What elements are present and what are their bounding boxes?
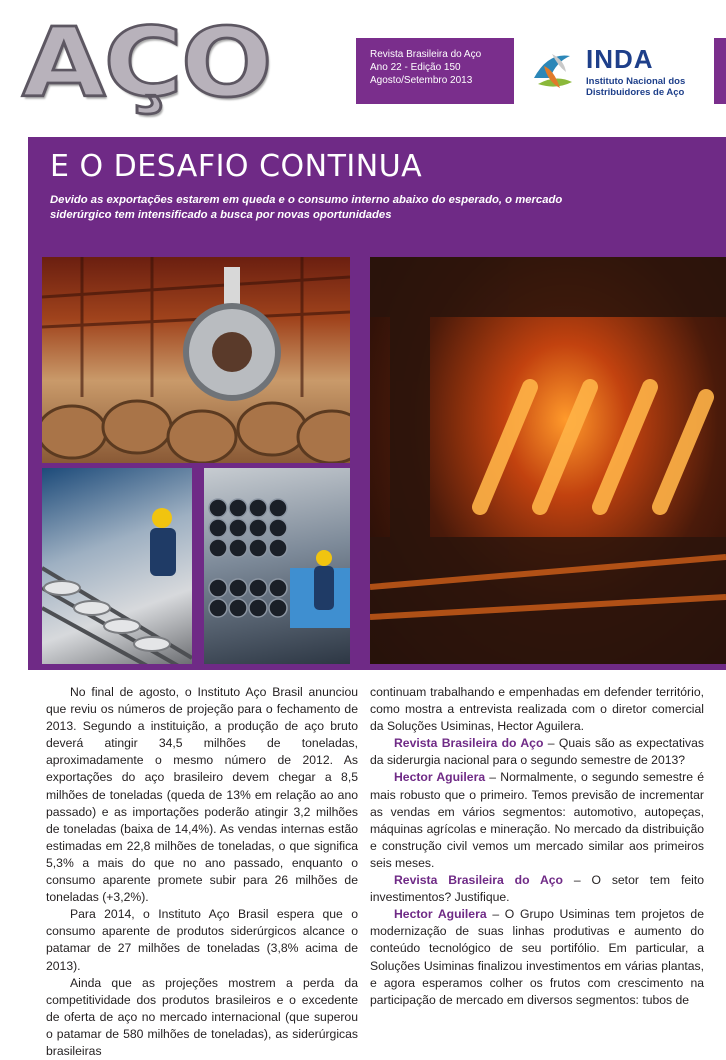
speaker-label: Hector Aguilera	[394, 770, 486, 785]
publisher-subtitle: Instituto Nacional dos Distribuidores de Aço	[586, 76, 686, 98]
logo-wordmark: AÇO	[22, 8, 271, 119]
paragraph: Para 2014, o Instituto Aço Brasil espera que o consumo aparente de produtos siderúrgicos alcance o patamar de 27 milhões de toneladas (3,8% acima de 2013).	[46, 907, 358, 973]
interview-answer	[370, 769, 704, 872]
paragraph: No final de agosto, o Instituto Aço Brasil anunciou que reviu os números de projeção para o fechamento de 2013. Segundo a instituição, a produção de aço bruto deverá atingir 34,5 milhões de toneladas, aproximadamente o mesmo número de 2012. As exportações do aço brasileiro devem chegar a 8,5 milhões de toneladas (queda de 13% em relação ao ano passado) e as importações poderão atingir 3,2 milhões de toneladas (baixa de 14,4%). As vendas internas estão estimadas em 22,8 milhões de toneladas, o que significa 5,3% a mais do que no ano passado, enquanto o consumo aparente promete subir para 26 milhões de toneladas (+3,2%).	[46, 685, 358, 905]
interview-question	[370, 872, 704, 906]
article-subtitle: Devido as exportações estarem em queda e o consumo interno abaixo do esperado, o mercado siderúrgico tem intensificado a busca por novas oportunidades	[50, 194, 563, 221]
photo-hot-rolling-mill	[370, 257, 726, 664]
paragraph: Ainda que as projeções mostrem a perda da competitividade dos produtos brasileiros e o excedente de oferta de aço no mercado internacional (que superou o patamar de 580 milhões de toneladas), as siderúrgicas brasileiras	[46, 975, 358, 1058]
photo-worker-conveyor	[42, 468, 192, 664]
photo-steel-coils	[42, 257, 350, 463]
interview-text: – O Grupo Usiminas tem projetos de modernização de suas linhas produtivas e aumento do conteúdo tecnológico de seu portifólio. Em particular, a Soluções Usiminas finalizou investimentos em várias plantas, e agora esperamos colher os frutos com crescimento na participação de mercado em diversos segmentos: tubos de	[370, 907, 704, 1007]
article-title: E O DESAFIO CONTINUA	[50, 149, 423, 184]
interview-text: – O setor tem feito investimentos? Justifique.	[370, 873, 704, 905]
speaker-label: Hector Aguilera	[394, 907, 487, 922]
interview-question	[370, 735, 704, 769]
article-column-right	[370, 684, 704, 1009]
issue-line-magazine: Revista Brasileira do Aço	[370, 49, 482, 60]
speaker-label: Revista Brasileira do Aço	[394, 736, 544, 751]
issue-info-box	[356, 38, 514, 104]
inda-emblem-icon	[530, 48, 576, 92]
issue-line-date: Agosto/Setembro 2013	[370, 75, 473, 86]
publisher-logo	[516, 38, 714, 104]
publisher-name: INDA	[586, 44, 654, 74]
article-column-left	[46, 684, 358, 1060]
article-banner	[28, 137, 726, 247]
interview-text: – Normalmente, o segundo semestre é mais robusto que o primeiro. Temos previsão de incrementar as vendas em vários segmentos: automotivo, autopeças, máquinas agrícolas e mineração. No mercado da distribuição e construção civil vemos um mercado similar aos primeiros seis meses.	[370, 770, 704, 870]
speaker-label: Revista Brasileira do Aço	[394, 873, 563, 888]
issue-line-edition: Ano 22 - Edição 150	[370, 62, 461, 73]
masthead-accent-strip	[714, 38, 726, 104]
magazine-logo	[22, 8, 352, 120]
interview-answer	[370, 906, 704, 1009]
interview-text: – Quais são as expectativas da siderurgia nacional para o segundo semestre de 2013?	[370, 736, 704, 768]
paragraph: continuam trabalhando e empenhadas em defender território, como mostra a entrevista realizada com o diretor comercial da Soluções Usiminas, Hector Aguilera.	[370, 685, 704, 734]
photo-collage	[28, 247, 726, 670]
photo-steel-pipes	[204, 468, 350, 664]
